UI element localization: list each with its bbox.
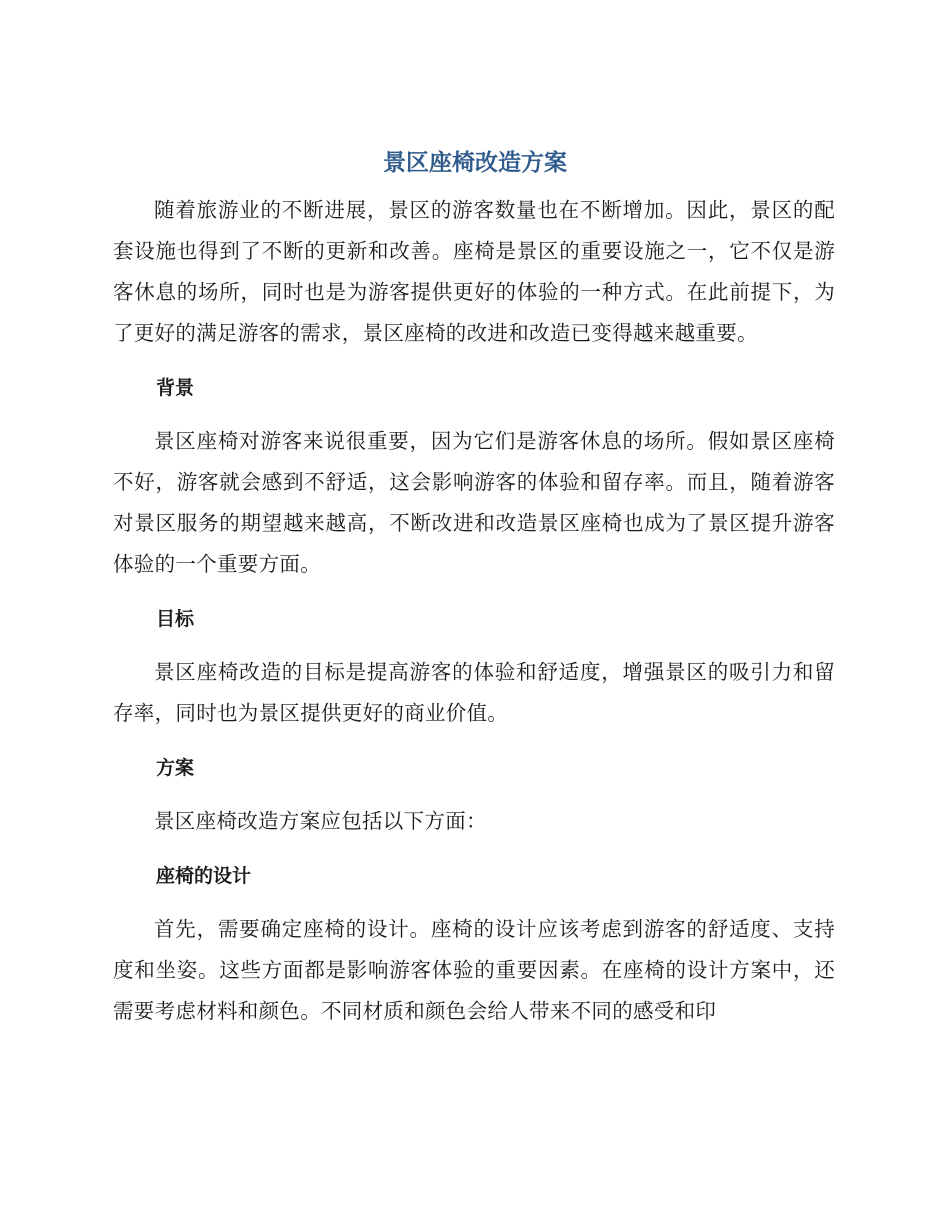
section-paragraph-plan: 景区座椅改造方案应包括以下方面： [154,809,487,833]
section-paragraph-seat-design: 首先，需要确定座椅的设计。座椅的设计应该考虑到游客的舒适度、支持度和坐姿。这些方面都是影响游客体验的重要因素。在座椅的设计方案中，还需要考虑材料和颜色。不同材质和颜色会给人带来不同的感受和印 [113,917,835,1023]
spacer [113,585,835,599]
section-paragraph-goal: 景区座椅改造的目标是提高游客的体验和舒适度，增强景区的吸引力和留存率，同时也为景区提供更好的商业价值。 [113,660,835,725]
section-heading-seat-design: 座椅的设计 [156,865,252,887]
spacer [113,409,835,421]
intro-paragraph: 随着旅游业的不断进展，景区的游客数量也在不断增加。因此，景区的配套设施也得到了不断的更新和改善。座椅是景区的重要设施之一，它不仅是游客休息的场所，同时也是为游客提供更好的体验的一种方式。在此前提下，为了更好的满足游客的需求，景区座椅的改进和改造已变得越来越重要。 [113,198,835,345]
spacer [113,897,835,909]
document-title: 景区座椅改造方案 [383,150,567,176]
section-heading-plan: 方案 [156,757,195,779]
section-paragraph-background: 景区座椅对游客来说很重要，因为它们是游客休息的场所。假如景区座椅不好，游客就会感到不舒适，这会影响游客的体验和留存率。而且，随着游客对景区服务的期望越来越高，不断改进和改造景区座椅也成为了景区提升游客体验的一个重要方面。 [113,429,835,576]
section-heading-background: 背景 [156,377,195,399]
spacer [113,354,835,368]
spacer [113,842,835,856]
document-body [113,190,835,1032]
spacer [113,789,835,801]
section-heading-goal: 目标 [156,608,195,630]
spacer [113,734,835,748]
spacer [113,640,835,652]
